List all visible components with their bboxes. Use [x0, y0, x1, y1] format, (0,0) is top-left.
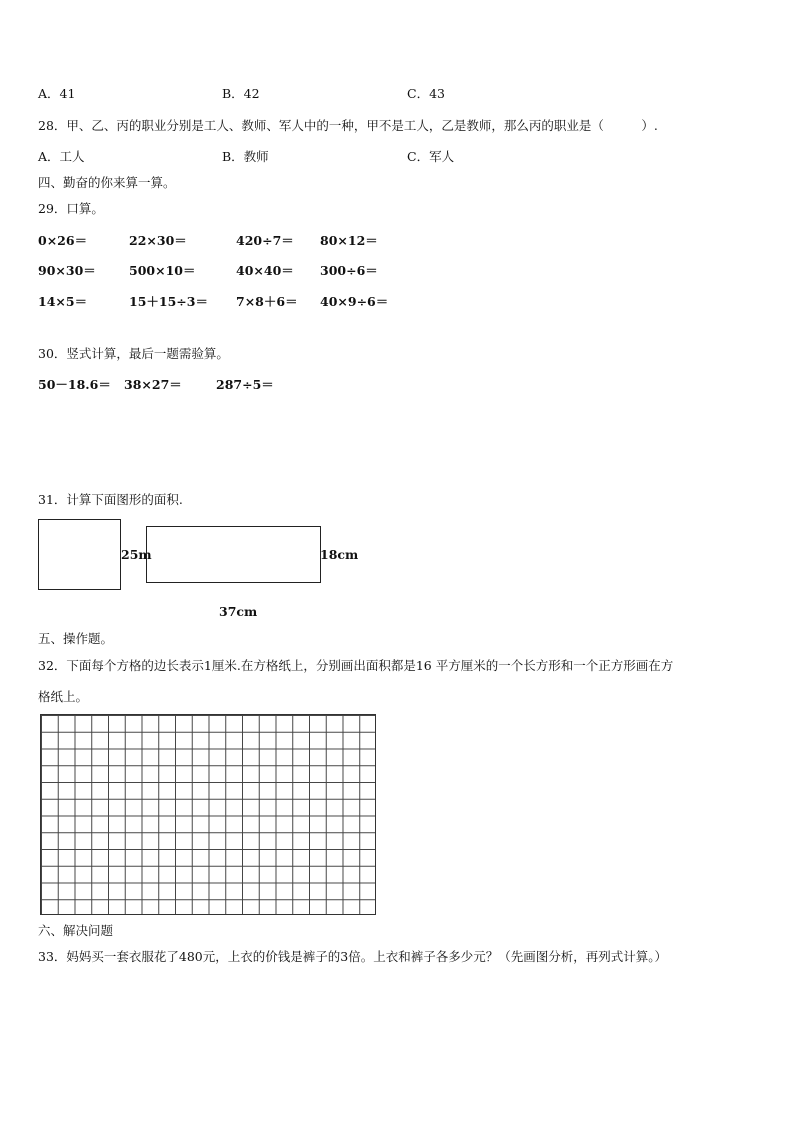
- q27-option-b: B．42: [222, 86, 260, 101]
- q28-option-c: C．军人: [407, 149, 455, 164]
- q29-item: 14×5＝: [38, 294, 88, 309]
- q29-item: 40×40＝: [236, 263, 294, 278]
- q29-item: 22×30＝: [129, 233, 187, 248]
- q29-title: 29．口算。: [38, 201, 104, 216]
- section4-title: 四、勤奋的你来算一算。: [38, 175, 176, 190]
- q32-line2: 格纸上。: [38, 689, 89, 704]
- section6-title: 六、解决问题: [38, 923, 114, 938]
- q28-option-a: A．工人: [38, 149, 85, 164]
- q28-option-b: B．教师: [222, 149, 269, 164]
- q28-question: 28．甲、乙、丙的职业分别是工人、教师、军人中的一种，甲不是工人，乙是教师，那么丙的职业是（ ）.: [38, 118, 658, 133]
- q30-item: 287÷5＝: [216, 377, 274, 392]
- q32-line1: 32．下面每个方格的边长表示1厘米.在方格纸上，分别画出面积都是16 平方厘米的一个长方形和一个正方形画在方: [38, 658, 674, 673]
- q27-option-c: C．43: [407, 86, 445, 101]
- q30-item: 50－18.6＝: [38, 377, 111, 392]
- q29-item: 300÷6＝: [320, 263, 378, 278]
- q33-question: 33．妈妈买一套衣服花了480元，上衣的价钱是裤子的3倍。上衣和裤子各多少元？（先画图分析，再列式计算。）: [38, 949, 667, 964]
- square-side-label: 25m: [121, 547, 152, 562]
- q30-title: 30．竖式计算，最后一题需验算。: [38, 346, 229, 361]
- rectangle-width-label: 37cm: [219, 604, 258, 619]
- rectangle-figure: [146, 526, 321, 583]
- q29-item: 420÷7＝: [236, 233, 294, 248]
- q29-item: 90×30＝: [38, 263, 96, 278]
- q29-item: 0×26＝: [38, 233, 88, 248]
- section5-title: 五、操作题。: [38, 631, 114, 646]
- square-grid-paper[interactable]: [40, 714, 376, 915]
- q29-item: 15＋15÷3＝: [129, 294, 208, 309]
- q29-item: 40×9÷6＝: [320, 294, 389, 309]
- q31-title: 31．计算下面图形的面积.: [38, 492, 183, 507]
- q27-option-a: A．41: [38, 86, 76, 101]
- q29-item: 80×12＝: [320, 233, 378, 248]
- q29-item: 7×8＋6＝: [236, 294, 298, 309]
- q30-item: 38×27＝: [124, 377, 182, 392]
- square-figure: [38, 519, 121, 590]
- rectangle-height-label: 18cm: [320, 547, 359, 562]
- q29-item: 500×10＝: [129, 263, 196, 278]
